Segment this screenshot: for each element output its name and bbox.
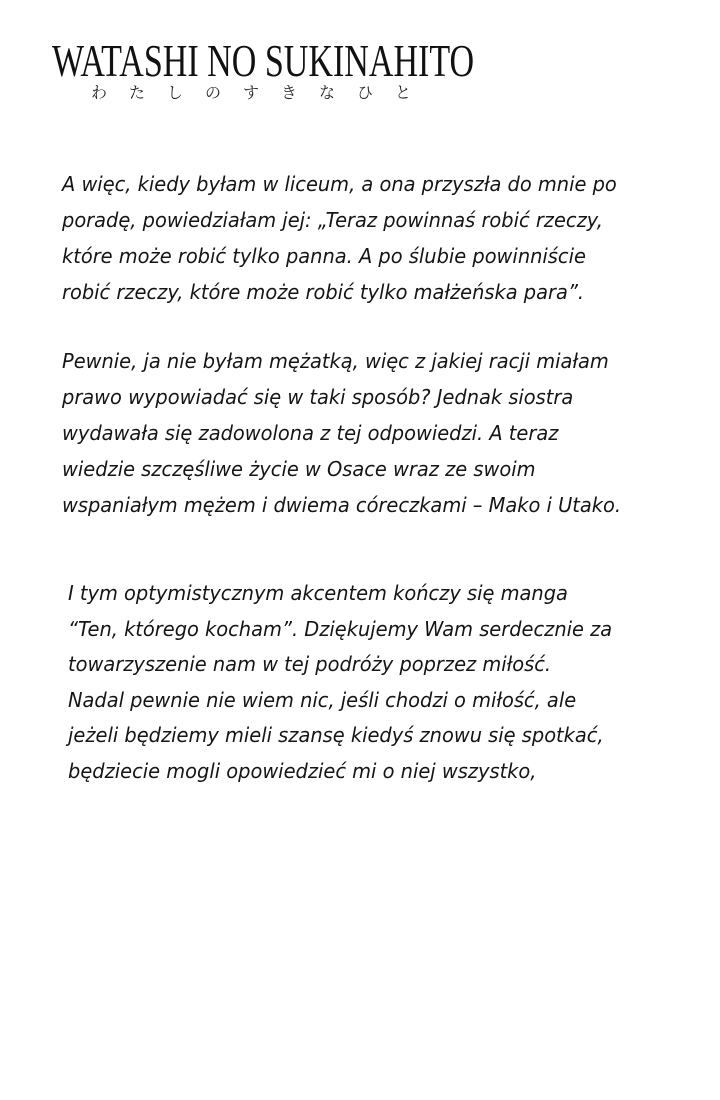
paragraph-3 [68,576,612,789]
kana-char: の [204,83,221,102]
text-line: będziecie mogli opowiedzieć mi o niej wszystko, [68,758,537,783]
title-kana-reading [80,83,422,103]
kana-char: ひ [356,83,373,102]
text-line: I tym optymistycznym akcentem kończy się manga [68,581,568,605]
paragraph-1 [62,166,617,310]
kana-char: と [394,83,411,102]
page-title: WATASHI NO SUKINAHITO [52,35,475,86]
text-line: robić rzeczy, które może robić tylko małżeńska para”. [62,280,585,304]
text-line: towarzyszenie nam w tej podróży poprzez miłość. [68,652,552,676]
kana-char: し [166,83,183,102]
text-line: jeżeli będziemy mieli szansę kiedyś znowu się spotkać, [68,723,604,747]
kana-char: た [128,83,145,102]
kana-char: き [280,83,297,102]
text-line: poradę, powiedziałam jej: „Teraz powinnaś robić rzeczy, [62,208,603,232]
text-line: wiedzie szczęśliwe życie w Osace wraz ze swoim [62,457,536,481]
text-line: wspaniałym mężem i dwiema córeczkami – Mako i Utako. [62,493,622,517]
paragraph-2 [62,343,621,523]
text-line: wydawała się zadowolona z tej odpowiedzi. A teraz [62,421,559,445]
text-line: które może robić tylko panna. A po ślubie powinniście [62,244,586,268]
text-line: prawo wypowiadać się w taki sposób? Jednak siostra [62,385,574,409]
text-line: A więc, kiedy byłam w liceum, a ona przyszła do mnie po [62,172,617,196]
kana-char: す [242,83,259,102]
text-line: “Ten, którego kocham”. Dziękujemy Wam serdecznie za [68,616,613,641]
kana-char: わ [90,83,107,102]
text-line: Pewnie, ja nie byłam mężatką, więc z jakiej racji miałam [62,349,609,373]
text-line: Nadal pewnie nie wiem nic, jeśli chodzi o miłość, ale [68,687,577,712]
kana-char: な [318,83,335,102]
